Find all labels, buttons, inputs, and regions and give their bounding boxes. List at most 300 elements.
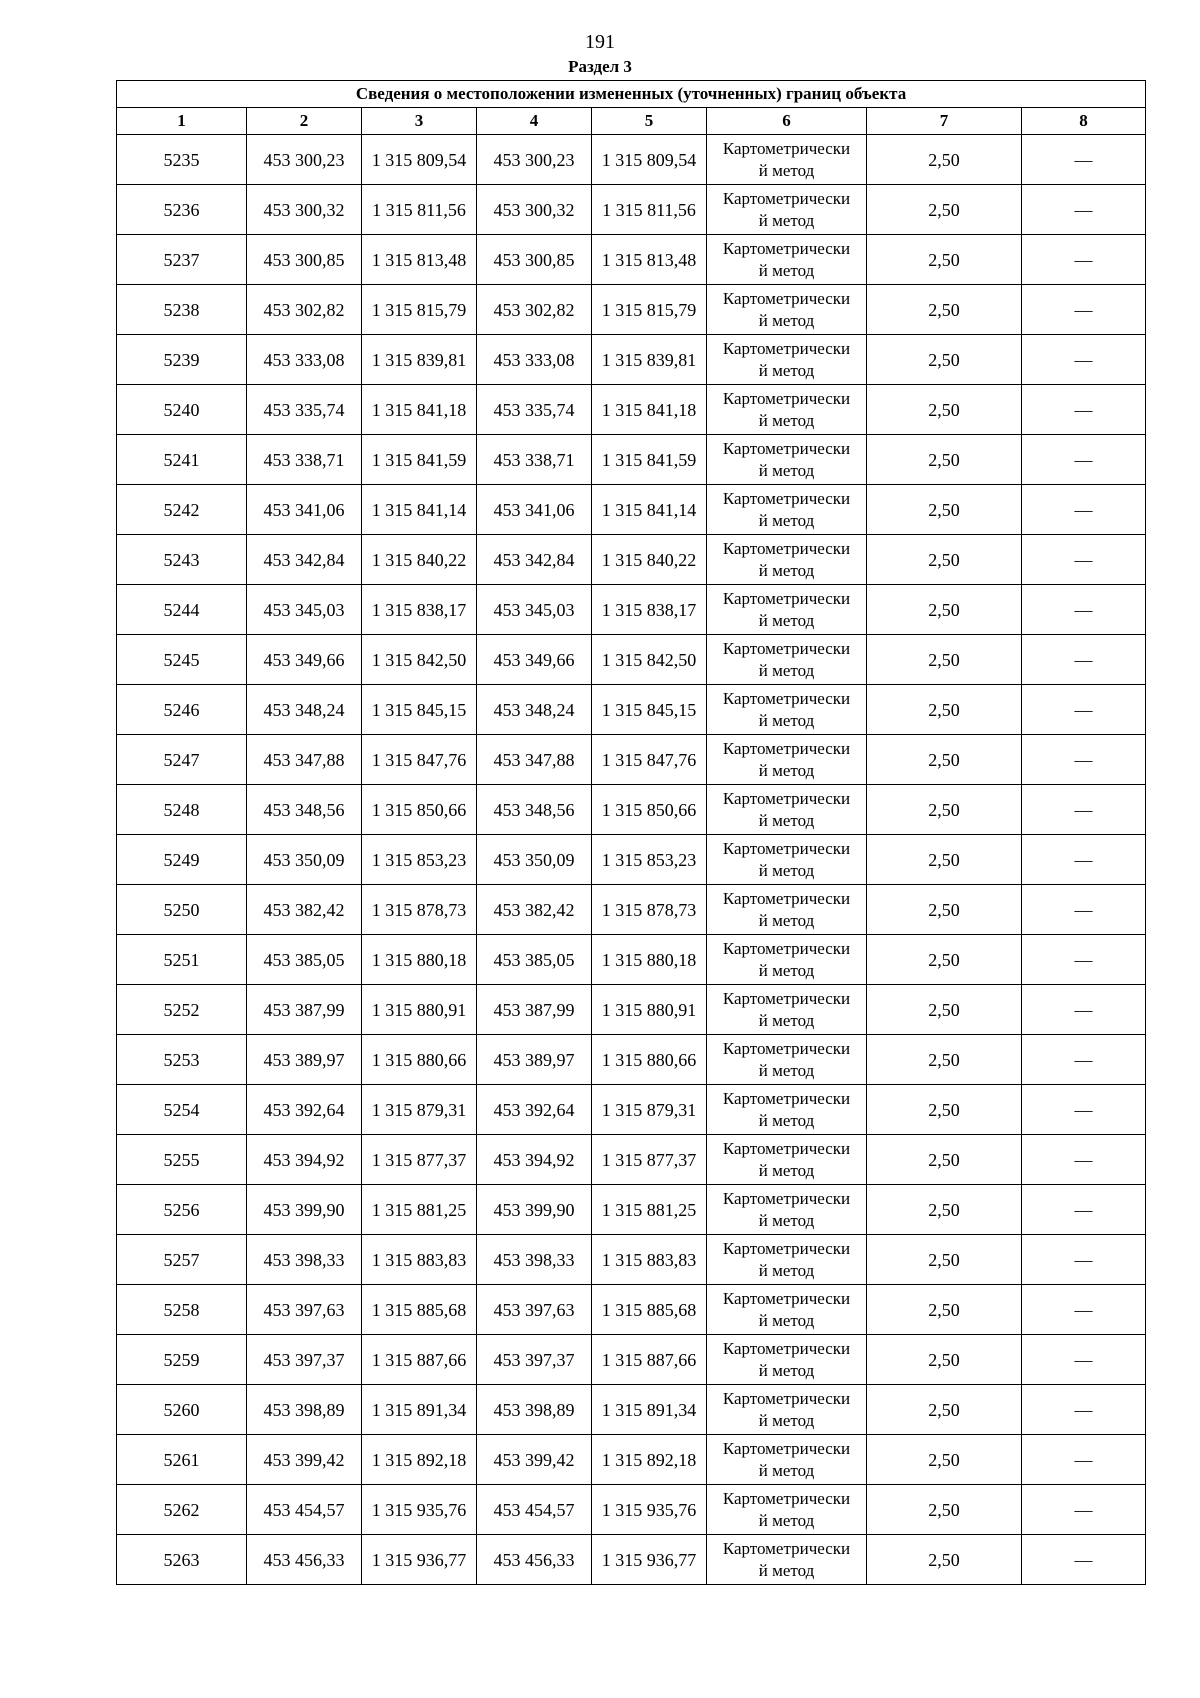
existing-y-cell: 1 315 883,83 [362,1235,477,1285]
table-row [117,1485,1146,1535]
existing-x-cell: 453 345,03 [247,585,362,635]
existing-y-cell: 1 315 842,50 [362,635,477,685]
table-row [117,1135,1146,1185]
note-cell: — [1022,1085,1146,1135]
new-y-cell: 1 315 847,76 [592,735,707,785]
point-number-cell: 5235 [117,135,247,185]
table-row [117,635,1146,685]
method-line: Картометрически [722,1088,851,1108]
existing-y-cell: 1 315 838,17 [362,585,477,635]
existing-y-cell: 1 315 813,48 [362,235,477,285]
accuracy-cell: 2,50 [867,335,1022,385]
method-cell [707,1435,867,1485]
method-line: Картометрически [722,638,851,658]
existing-x-cell: 453 454,57 [247,1485,362,1535]
table-row [117,1235,1146,1285]
new-y-cell: 1 315 840,22 [592,535,707,585]
accuracy-cell: 2,50 [867,985,1022,1035]
note-cell: — [1022,1285,1146,1335]
method-line: й метод [758,1110,815,1130]
accuracy-cell: 2,50 [867,1235,1022,1285]
column-header: 8 [1022,108,1146,135]
table-row [117,535,1146,585]
note-cell: — [1022,885,1146,935]
table-caption: Сведения о местоположении измененных (уточненных) границ объекта [117,81,1146,108]
new-x-cell: 453 302,82 [477,285,592,335]
new-y-cell: 1 315 838,17 [592,585,707,635]
existing-y-cell: 1 315 841,14 [362,485,477,535]
method-line: Картометрически [722,438,851,458]
point-number-cell: 5237 [117,235,247,285]
point-number-cell: 5239 [117,335,247,385]
existing-x-cell: 453 387,99 [247,985,362,1035]
new-x-cell: 453 300,32 [477,185,592,235]
method-line: Картометрически [722,1338,851,1358]
method-line: й метод [758,610,815,630]
accuracy-cell: 2,50 [867,285,1022,335]
point-number-cell: 5256 [117,1185,247,1235]
existing-y-cell: 1 315 881,25 [362,1185,477,1235]
accuracy-cell: 2,50 [867,1485,1022,1535]
table-row [117,335,1146,385]
accuracy-cell: 2,50 [867,185,1022,235]
method-line: Картометрически [722,238,851,258]
note-cell: — [1022,1435,1146,1485]
existing-x-cell: 453 399,42 [247,1435,362,1485]
point-number-cell: 5244 [117,585,247,635]
method-cell [707,135,867,185]
accuracy-cell: 2,50 [867,135,1022,185]
new-x-cell: 453 398,33 [477,1235,592,1285]
accuracy-cell: 2,50 [867,635,1022,685]
method-cell [707,835,867,885]
method-line: й метод [758,360,815,380]
note-cell: — [1022,1235,1146,1285]
point-number-cell: 5245 [117,635,247,685]
column-header: 2 [247,108,362,135]
method-line: й метод [758,1410,815,1430]
method-line: Картометрически [722,1238,851,1258]
point-number-cell: 5236 [117,185,247,235]
method-line: й метод [758,1460,815,1480]
existing-y-cell: 1 315 877,37 [362,1135,477,1185]
method-line: й метод [758,510,815,530]
method-line: й метод [758,1310,815,1330]
existing-y-cell: 1 315 935,76 [362,1485,477,1535]
method-line: Картометрически [722,1538,851,1558]
method-line: Картометрически [722,388,851,408]
new-x-cell: 453 399,42 [477,1435,592,1485]
table-row [117,1435,1146,1485]
method-cell [707,1185,867,1235]
existing-y-cell: 1 315 841,18 [362,385,477,435]
accuracy-cell: 2,50 [867,1535,1022,1585]
note-cell: — [1022,1385,1146,1435]
accuracy-cell: 2,50 [867,235,1022,285]
point-number-cell: 5241 [117,435,247,485]
existing-x-cell: 453 302,82 [247,285,362,335]
new-y-cell: 1 315 850,66 [592,785,707,835]
new-y-cell: 1 315 887,66 [592,1335,707,1385]
method-line: й метод [758,760,815,780]
table-row [117,1385,1146,1435]
method-line: Картометрически [722,1138,851,1158]
column-header: 7 [867,108,1022,135]
note-cell: — [1022,1185,1146,1235]
existing-x-cell: 453 398,33 [247,1235,362,1285]
method-line: й метод [758,810,815,830]
point-number-cell: 5257 [117,1235,247,1285]
coordinates-table [116,80,1146,1585]
existing-y-cell: 1 315 847,76 [362,735,477,785]
new-y-cell: 1 315 880,18 [592,935,707,985]
method-line: Картометрически [722,1188,851,1208]
table-row [117,285,1146,335]
new-y-cell: 1 315 811,56 [592,185,707,235]
table-row [117,985,1146,1035]
point-number-cell: 5254 [117,1085,247,1135]
new-x-cell: 453 341,06 [477,485,592,535]
point-number-cell: 5243 [117,535,247,585]
table-row [117,1535,1146,1585]
note-cell: — [1022,335,1146,385]
existing-x-cell: 453 335,74 [247,385,362,435]
method-cell [707,785,867,835]
method-line: й метод [758,1060,815,1080]
note-cell: — [1022,235,1146,285]
accuracy-cell: 2,50 [867,935,1022,985]
column-header: 1 [117,108,247,135]
existing-x-cell: 453 347,88 [247,735,362,785]
method-line: й метод [758,910,815,930]
table-row [117,885,1146,935]
column-header: 5 [592,108,707,135]
existing-y-cell: 1 315 878,73 [362,885,477,935]
accuracy-cell: 2,50 [867,535,1022,585]
note-cell: — [1022,585,1146,635]
new-x-cell: 453 347,88 [477,735,592,785]
new-x-cell: 453 454,57 [477,1485,592,1535]
method-line: Картометрически [722,1038,851,1058]
method-line: Картометрически [722,988,851,1008]
note-cell: — [1022,285,1146,335]
accuracy-cell: 2,50 [867,1435,1022,1485]
new-x-cell: 453 397,63 [477,1285,592,1335]
note-cell: — [1022,785,1146,835]
column-header-row [117,108,1146,135]
method-line: Картометрически [722,938,851,958]
column-header: 3 [362,108,477,135]
method-line: Картометрически [722,788,851,808]
point-number-cell: 5253 [117,1035,247,1085]
existing-y-cell: 1 315 845,15 [362,685,477,735]
existing-x-cell: 453 385,05 [247,935,362,985]
table-row [117,835,1146,885]
method-cell [707,1235,867,1285]
note-cell: — [1022,735,1146,785]
new-x-cell: 453 392,64 [477,1085,592,1135]
method-line: й метод [758,860,815,880]
note-cell: — [1022,835,1146,885]
new-x-cell: 453 382,42 [477,885,592,935]
existing-x-cell: 453 397,63 [247,1285,362,1335]
new-x-cell: 453 335,74 [477,385,592,435]
method-line: й метод [758,160,815,180]
new-y-cell: 1 315 880,91 [592,985,707,1035]
note-cell: — [1022,1335,1146,1385]
table-row [117,585,1146,635]
method-line: Картометрически [722,688,851,708]
existing-x-cell: 453 300,23 [247,135,362,185]
table-row [117,1185,1146,1235]
method-line: Картометрически [722,1388,851,1408]
existing-x-cell: 453 342,84 [247,535,362,585]
table-row [117,785,1146,835]
method-line: Картометрически [722,188,851,208]
new-y-cell: 1 315 841,14 [592,485,707,535]
existing-x-cell: 453 300,85 [247,235,362,285]
page-number: 191 [585,31,615,53]
existing-x-cell: 453 456,33 [247,1535,362,1585]
accuracy-cell: 2,50 [867,485,1022,535]
method-cell [707,1385,867,1435]
existing-y-cell: 1 315 879,31 [362,1085,477,1135]
existing-x-cell: 453 348,24 [247,685,362,735]
method-cell [707,435,867,485]
new-x-cell: 453 300,85 [477,235,592,285]
method-cell [707,885,867,935]
existing-x-cell: 453 300,32 [247,185,362,235]
section-title: Раздел 3 [568,57,632,76]
accuracy-cell: 2,50 [867,885,1022,935]
method-line: Картометрически [722,1288,851,1308]
existing-y-cell: 1 315 850,66 [362,785,477,835]
new-x-cell: 453 456,33 [477,1535,592,1585]
existing-y-cell: 1 315 841,59 [362,435,477,485]
accuracy-cell: 2,50 [867,1135,1022,1185]
existing-y-cell: 1 315 853,23 [362,835,477,885]
accuracy-cell: 2,50 [867,385,1022,435]
existing-y-cell: 1 315 880,18 [362,935,477,985]
new-x-cell: 453 387,99 [477,985,592,1035]
accuracy-cell: 2,50 [867,685,1022,735]
new-y-cell: 1 315 878,73 [592,885,707,935]
new-x-cell: 453 338,71 [477,435,592,485]
table-body [117,135,1146,1585]
point-number-cell: 5258 [117,1285,247,1335]
new-y-cell: 1 315 841,59 [592,435,707,485]
method-line: Картометрически [722,588,851,608]
new-x-cell: 453 348,24 [477,685,592,735]
new-x-cell: 453 394,92 [477,1135,592,1185]
existing-y-cell: 1 315 885,68 [362,1285,477,1335]
table-row [117,385,1146,435]
new-y-cell: 1 315 813,48 [592,235,707,285]
method-line: й метод [758,310,815,330]
accuracy-cell: 2,50 [867,435,1022,485]
note-cell: — [1022,1535,1146,1585]
method-line: й метод [758,260,815,280]
existing-y-cell: 1 315 891,34 [362,1385,477,1435]
new-x-cell: 453 345,03 [477,585,592,635]
existing-y-cell: 1 315 809,54 [362,135,477,185]
method-cell [707,1285,867,1335]
method-line: й метод [758,1210,815,1230]
existing-y-cell: 1 315 880,66 [362,1035,477,1085]
new-y-cell: 1 315 881,25 [592,1185,707,1235]
existing-y-cell: 1 315 839,81 [362,335,477,385]
method-line: й метод [758,1260,815,1280]
new-y-cell: 1 315 892,18 [592,1435,707,1485]
point-number-cell: 5250 [117,885,247,935]
method-cell [707,735,867,785]
method-cell [707,1485,867,1535]
existing-x-cell: 453 392,64 [247,1085,362,1135]
new-y-cell: 1 315 842,50 [592,635,707,685]
new-y-cell: 1 315 935,76 [592,1485,707,1535]
table-row [117,135,1146,185]
existing-x-cell: 453 348,56 [247,785,362,835]
new-y-cell: 1 315 883,83 [592,1235,707,1285]
note-cell: — [1022,485,1146,535]
method-line: Картометрически [722,838,851,858]
method-line: й метод [758,1510,815,1530]
method-line: й метод [758,660,815,680]
new-x-cell: 453 385,05 [477,935,592,985]
accuracy-cell: 2,50 [867,835,1022,885]
new-y-cell: 1 315 880,66 [592,1035,707,1085]
new-x-cell: 453 399,90 [477,1185,592,1235]
point-number-cell: 5251 [117,935,247,985]
method-cell [707,235,867,285]
table-row [117,1085,1146,1135]
note-cell: — [1022,135,1146,185]
new-y-cell: 1 315 879,31 [592,1085,707,1135]
accuracy-cell: 2,50 [867,1185,1022,1235]
method-cell [707,585,867,635]
note-cell: — [1022,635,1146,685]
column-header: 6 [707,108,867,135]
method-line: Картометрически [722,1438,851,1458]
new-y-cell: 1 315 839,81 [592,335,707,385]
accuracy-cell: 2,50 [867,735,1022,785]
point-number-cell: 5262 [117,1485,247,1535]
existing-x-cell: 453 394,92 [247,1135,362,1185]
method-cell [707,985,867,1035]
new-y-cell: 1 315 809,54 [592,135,707,185]
note-cell: — [1022,535,1146,585]
existing-x-cell: 453 349,66 [247,635,362,685]
point-number-cell: 5242 [117,485,247,535]
existing-y-cell: 1 315 811,56 [362,185,477,235]
new-y-cell: 1 315 936,77 [592,1535,707,1585]
method-line: й метод [758,1360,815,1380]
note-cell: — [1022,185,1146,235]
table-row [117,185,1146,235]
point-number-cell: 5261 [117,1435,247,1485]
method-line: Картометрически [722,738,851,758]
method-line: Картометрически [722,1488,851,1508]
existing-x-cell: 453 350,09 [247,835,362,885]
note-cell: — [1022,685,1146,735]
method-cell [707,1335,867,1385]
method-cell [707,485,867,535]
accuracy-cell: 2,50 [867,1385,1022,1435]
method-cell [707,385,867,435]
point-number-cell: 5249 [117,835,247,885]
existing-y-cell: 1 315 936,77 [362,1535,477,1585]
existing-x-cell: 453 389,97 [247,1035,362,1085]
method-line: й метод [758,560,815,580]
method-line: Картометрически [722,288,851,308]
new-y-cell: 1 315 877,37 [592,1135,707,1185]
existing-x-cell: 453 333,08 [247,335,362,385]
table-row [117,435,1146,485]
new-x-cell: 453 300,23 [477,135,592,185]
new-x-cell: 453 349,66 [477,635,592,685]
new-x-cell: 453 333,08 [477,335,592,385]
accuracy-cell: 2,50 [867,1035,1022,1085]
accuracy-cell: 2,50 [867,1335,1022,1385]
method-line: Картометрически [722,488,851,508]
existing-x-cell: 453 338,71 [247,435,362,485]
table-row [117,685,1146,735]
new-y-cell: 1 315 815,79 [592,285,707,335]
existing-y-cell: 1 315 880,91 [362,985,477,1035]
table-row [117,935,1146,985]
note-cell: — [1022,935,1146,985]
method-line: й метод [758,1010,815,1030]
point-number-cell: 5259 [117,1335,247,1385]
point-number-cell: 5263 [117,1535,247,1585]
existing-x-cell: 453 397,37 [247,1335,362,1385]
method-cell [707,285,867,335]
existing-x-cell: 453 399,90 [247,1185,362,1235]
method-line: Картометрически [722,538,851,558]
point-number-cell: 5248 [117,785,247,835]
point-number-cell: 5246 [117,685,247,735]
point-number-cell: 5255 [117,1135,247,1185]
method-line: Картометрически [722,888,851,908]
method-line: й метод [758,410,815,430]
method-line: Картометрически [722,338,851,358]
existing-y-cell: 1 315 840,22 [362,535,477,585]
accuracy-cell: 2,50 [867,1085,1022,1135]
new-y-cell: 1 315 885,68 [592,1285,707,1335]
method-cell [707,935,867,985]
new-y-cell: 1 315 891,34 [592,1385,707,1435]
note-cell: — [1022,435,1146,485]
method-cell [707,335,867,385]
method-line: й метод [758,210,815,230]
point-number-cell: 5252 [117,985,247,1035]
method-line: й метод [758,960,815,980]
method-cell [707,535,867,585]
note-cell: — [1022,1035,1146,1085]
point-number-cell: 5247 [117,735,247,785]
table-row [117,1285,1146,1335]
note-cell: — [1022,385,1146,435]
existing-y-cell: 1 315 815,79 [362,285,477,335]
point-number-cell: 5260 [117,1385,247,1435]
method-cell [707,1035,867,1085]
note-cell: — [1022,985,1146,1035]
point-number-cell: 5238 [117,285,247,335]
new-x-cell: 453 397,37 [477,1335,592,1385]
method-cell [707,1135,867,1185]
point-number-cell: 5240 [117,385,247,435]
method-cell [707,635,867,685]
